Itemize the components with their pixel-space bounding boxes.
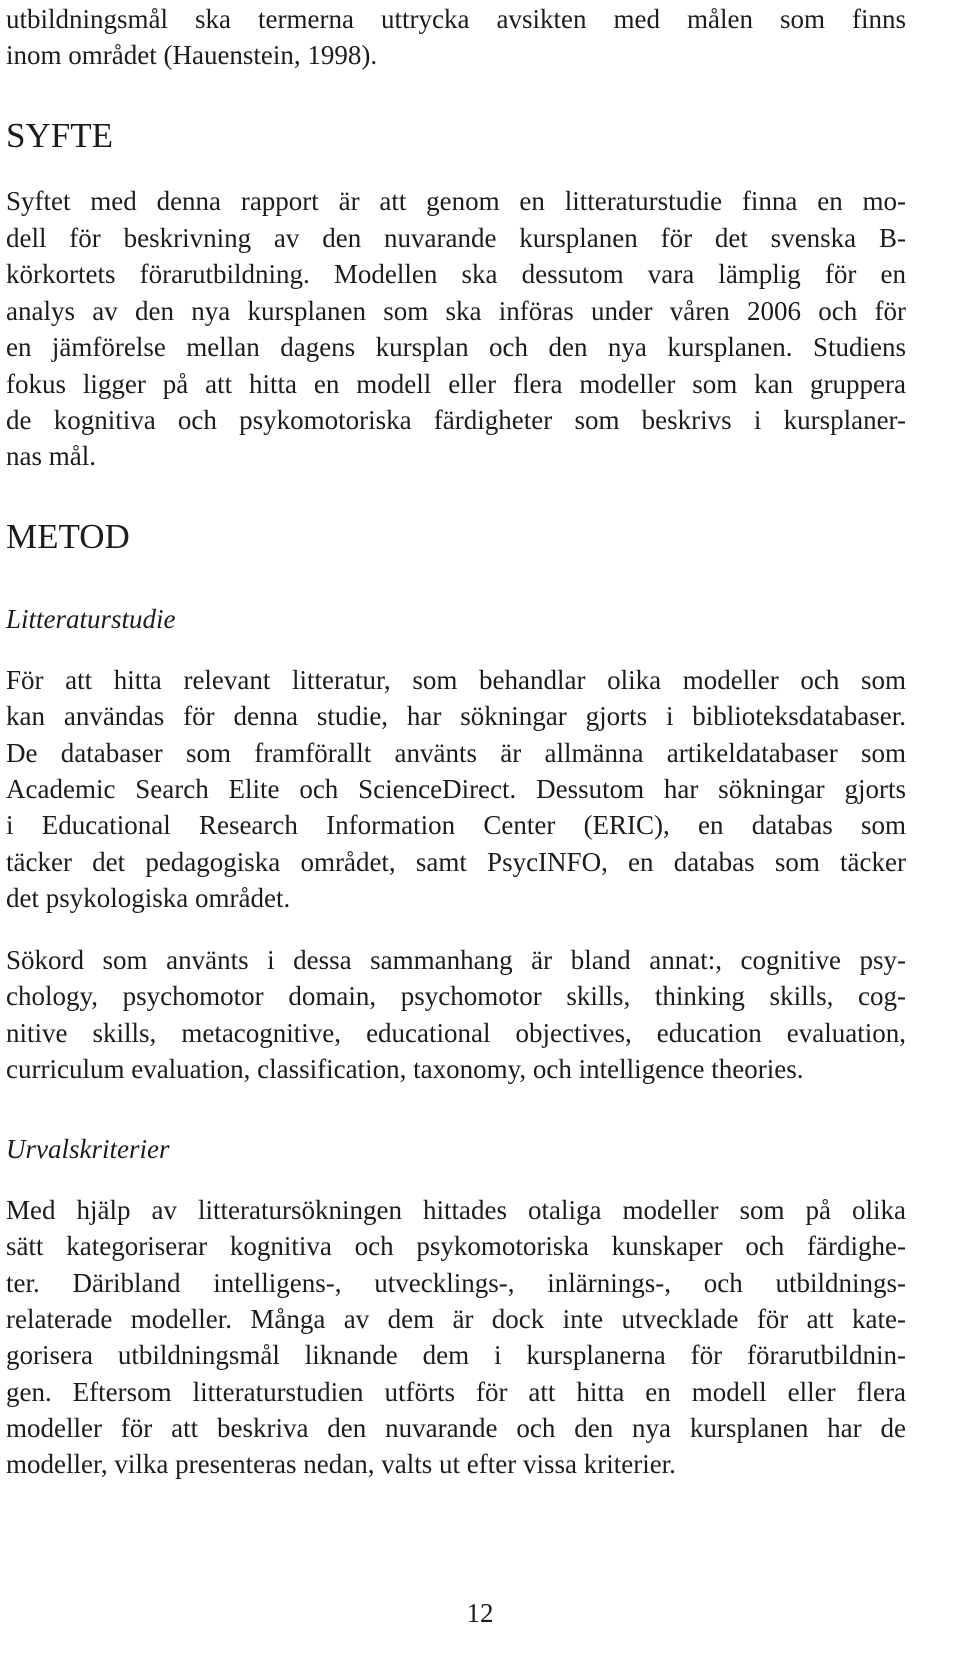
section-heading-syfte: SYFTE [6, 116, 113, 155]
litteraturstudie-p1-line-6: täcker det pedagogiska området, samt PsycINFO, en databas som täcker [6, 847, 906, 877]
urvalskriterier-line-1: Med hjälp av litteratursökningen hittades otaliga modeller som på olika [6, 1195, 906, 1225]
subheading-litteraturstudie: Litteraturstudie [6, 604, 176, 634]
litteraturstudie-p1-line-3: De databaser som framförallt använts är allmänna artikeldatabaser som [6, 738, 906, 768]
intro-line-1: utbildningsmål ska termerna uttrycka avsikten med målen som finns [6, 4, 906, 34]
syfte-line-6: fokus ligger på att hitta en modell eller flera modeller som kan gruppera [6, 369, 906, 399]
syfte-line-1: Syftet med denna rapport är att genom en litteraturstudie finna en mo- [6, 186, 906, 216]
litteraturstudie-p2-line-3: nitive skills, metacognitive, educational objectives, education evaluation, [6, 1018, 906, 1048]
syfte-line-3: körkortets förarutbildning. Modellen ska dessutom vara lämplig för en [6, 259, 906, 289]
syfte-line-4: analys av den nya kursplanen som ska införas under våren 2006 och för [6, 296, 906, 326]
urvalskriterier-line-3: ter. Däribland intelligens-, utvecklings-, inlärnings-, och utbildnings- [6, 1268, 906, 1298]
urvalskriterier-line-4: relaterade modeller. Många av dem är dock inte utvecklade för att kate- [6, 1304, 906, 1334]
urvalskriterier-line-6: gen. Eftersom litteraturstudien utförts för att hitta en modell eller flera [6, 1377, 906, 1407]
intro-line-2: inom området (Hauenstein, 1998). [6, 40, 378, 70]
litteraturstudie-p1-line-1: För att hitta relevant litteratur, som behandlar olika modeller och som [6, 665, 906, 695]
urvalskriterier-line-7: modeller för att beskriva den nuvarande och den nya kursplanen har de [6, 1413, 906, 1443]
section-heading-metod: METOD [6, 517, 130, 556]
subheading-urvalskriterier: Urvalskriterier [6, 1134, 170, 1164]
syfte-line-8: nas mål. [6, 441, 96, 471]
syfte-line-7: de kognitiva och psykomotoriska färdigheter som beskrivs i kursplaner- [6, 405, 906, 435]
syfte-line-5: en jämförelse mellan dagens kursplan och den nya kursplanen. Studiens [6, 332, 906, 362]
litteraturstudie-p2-line-2: chology, psychomotor domain, psychomotor skills, thinking skills, cog- [6, 981, 906, 1011]
page-number: 12 [466, 1598, 494, 1628]
urvalskriterier-line-5: gorisera utbildningsmål liknande dem i kursplanerna för förarutbildnin- [6, 1340, 906, 1370]
syfte-line-2: dell för beskrivning av den nuvarande kursplanen för det svenska B- [6, 223, 906, 253]
litteraturstudie-p1-line-5: i Educational Research Information Center (ERIC), en databas som [6, 810, 906, 840]
urvalskriterier-line-2: sätt kategoriserar kognitiva och psykomotoriska kunskaper och färdighe- [6, 1231, 906, 1261]
litteraturstudie-p1-line-2: kan användas för denna studie, har sökningar gjorts i biblioteksdatabaser. [6, 701, 906, 731]
litteraturstudie-p1-line-7: det psykologiska området. [6, 883, 291, 913]
litteraturstudie-p1-line-4: Academic Search Elite och ScienceDirect. Dessutom har sökningar gjorts [6, 774, 906, 804]
litteraturstudie-p2-line-4: curriculum evaluation, classification, taxonomy, och intelligence theories. [6, 1054, 804, 1084]
litteraturstudie-p2-line-1: Sökord som använts i dessa sammanhang är bland annat:, cognitive psy- [6, 945, 906, 975]
urvalskriterier-line-8: modeller, vilka presenteras nedan, valts ut efter vissa kriterier. [6, 1449, 676, 1479]
